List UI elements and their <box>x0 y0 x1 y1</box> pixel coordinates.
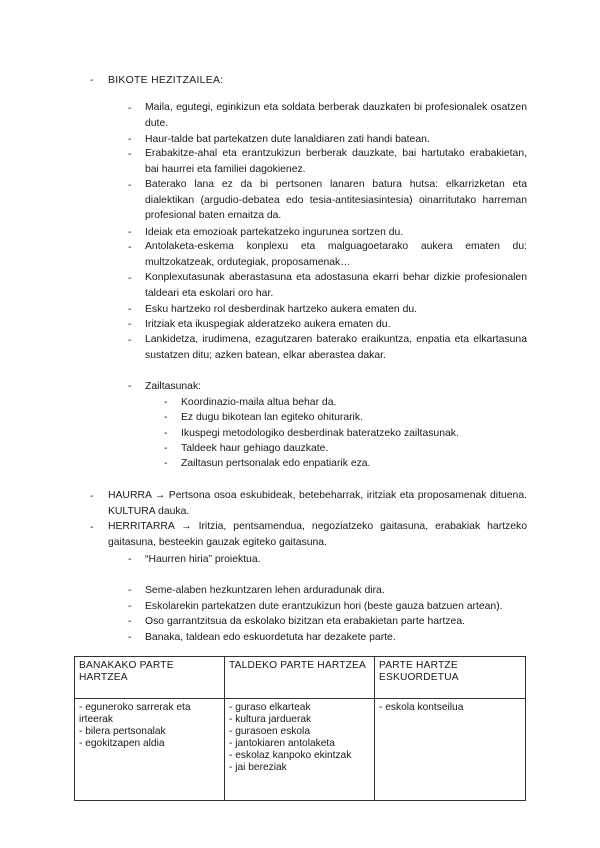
table-cell-taldeko <box>225 699 375 801</box>
table-cell-banakako <box>75 699 225 801</box>
participation-table <box>74 656 526 801</box>
bullet-dash: - <box>128 227 132 238</box>
bikote-item: Iritziak eta ikuspegiak alderatzeko aukera ematen du. <box>145 319 391 330</box>
guraso-item: Banaka, taldean edo eskuordetuta har dezakete parte. <box>145 632 396 643</box>
herritarra-paragraph: HERRITARRA → Iritzia, pentsamendua, negoziatzeko gaitasuna, erabakiak hartzeko gaitasuna, besteekin gauzak egiteko gaitasuna. <box>108 521 527 548</box>
guraso-item: Eskolarekin partekatzen dute erantzukizun hori (beste gauza batzuen artean). <box>145 601 503 612</box>
bikote-item: Esku hartzeko rol desberdinak hartzeko aukera ematen du. <box>145 304 418 315</box>
bullet-dash: - <box>128 149 132 160</box>
table-header-cell: TALDEKO PARTE HARTZEA <box>225 657 375 699</box>
bullet-dash: - <box>164 397 168 408</box>
table-cell-line: - eskola kontseilua <box>379 702 464 713</box>
bullet-dash: - <box>128 242 132 253</box>
table-header-cell: BANAKAKO PARTE HARTZEA <box>75 657 225 699</box>
bullet-dash: - <box>128 319 132 330</box>
table-header-row <box>75 657 526 699</box>
bikote-item: Erabakitze-ahal eta erantzukizun berberak dauzkate, bai hartutako erabakietan, bai haurrei eta familiei dagokienez. <box>145 148 527 175</box>
bullet-dash: - <box>128 554 132 565</box>
bullet-dash: - <box>128 381 132 392</box>
haurra-paragraph: HAURRA → Pertsona osoa eskubideak, betebeharrak, iritziak eta proposamenak dituena. KULTURA dauka. <box>108 490 527 517</box>
zailtasunak-item: Ikuspegi metodologiko desberdinak bateratzeko zailtasunak. <box>181 428 459 439</box>
bullet-dash: - <box>128 585 132 596</box>
guraso-item: Oso garrantzitsua da eskolako bizitzan eta erabakietan parte hartzea. <box>145 616 465 627</box>
haurren-hiria-item: “Haurren hiria” proiektua. <box>145 554 261 565</box>
bullet-dash: - <box>164 412 168 423</box>
bullet-dash: - <box>164 428 168 439</box>
zailtasunak-item: Zailtasun pertsonalak edo enpatiarik eza. <box>181 458 371 469</box>
bullet-dash: - <box>128 134 132 145</box>
bikote-item: Haur-talde bat partekatzen dute lanaldiaren zati handi batean. <box>145 134 430 145</box>
bullet-dash: - <box>128 632 132 643</box>
bullet-dash: - <box>128 273 132 284</box>
bullet-dash: - <box>128 616 132 627</box>
bullet-dash: - <box>90 491 94 502</box>
bullet-dash: - <box>164 443 168 454</box>
table-cell-line: - bilera pertsonalak <box>79 726 166 737</box>
table-header-cell: PARTE HARTZE ESKUORDETUA <box>375 657 526 699</box>
zailtasunak-item: Ez dugu bikotean lan egiteko ohiturarik. <box>181 412 363 423</box>
bullet-dash: - <box>128 335 132 346</box>
table-cell-line: - egokitzapen aldia <box>79 738 165 749</box>
bikote-item: Lankidetza, irudimena, ezagutzaren baterako eraikuntza, enpatia eta elkartasuna sustatzen ditu; azken batean, elkar aberastea dakar. <box>145 334 527 361</box>
bullet-dash: - <box>90 522 94 533</box>
section-heading: BIKOTE HEZITZAILEA: <box>108 75 224 86</box>
guraso-item: Seme-alaben hezkuntzaren lehen arduradunak dira. <box>145 585 385 596</box>
table-cell-line: - eskolaz kanpoko ekintzak <box>229 750 352 761</box>
bikote-item: Konplexutasunak aberastasuna eta adostasuna ekarri behar dizkie profesionalen taldeari eta eskolari oro har. <box>145 272 527 299</box>
table-cell-line: - jantokiaren antolaketa <box>229 738 335 749</box>
bullet-dash: - <box>128 180 132 191</box>
table-cell-line: - gurasoen eskola <box>229 726 310 737</box>
table-cell-line: - kultura jarduerak <box>229 714 312 725</box>
table-row <box>75 699 526 801</box>
bikote-item: Antolaketa-eskema konplexu eta malguagoetarako aukera ematen du: multzokatzeak, ordutegiak, proposamenak… <box>145 241 527 268</box>
table-cell-eskuordetua <box>375 699 526 801</box>
bullet-dash: - <box>128 103 132 114</box>
zailtasunak-item: Koordinazio-maila altua behar da. <box>181 397 337 408</box>
bikote-item: Maila, egutegi, eginkizun eta soldata berberak dauzkaten bi profesionalek osatzen dute. <box>145 102 527 129</box>
table-cell-line: - jai bereziak <box>229 762 287 773</box>
zailtasunak-label: Zailtasunak: <box>145 381 202 392</box>
bullet-dash: - <box>164 458 168 469</box>
bikote-item: Ideiak eta emozioak partekatzeko ingurunea sortzen du. <box>145 227 404 238</box>
heading-bullet: - <box>90 75 94 86</box>
bullet-dash: - <box>128 304 132 315</box>
table-cell-line: - guraso elkarteak <box>229 702 311 713</box>
bikote-item: Baterako lana ez da bi pertsonen lanaren batura hutsa: elkarrizketan eta dialektikan (argudio-debatea edo tesia-antitesiasintesia) oinarritutako harreman profesional baten emaitza da. <box>145 179 527 221</box>
bullet-dash: - <box>128 601 132 612</box>
zailtasunak-item: Taldeek haur gehiago dauzkate. <box>181 443 329 454</box>
table-cell-line: - eguneroko sarrerak eta irteerak <box>79 702 191 725</box>
